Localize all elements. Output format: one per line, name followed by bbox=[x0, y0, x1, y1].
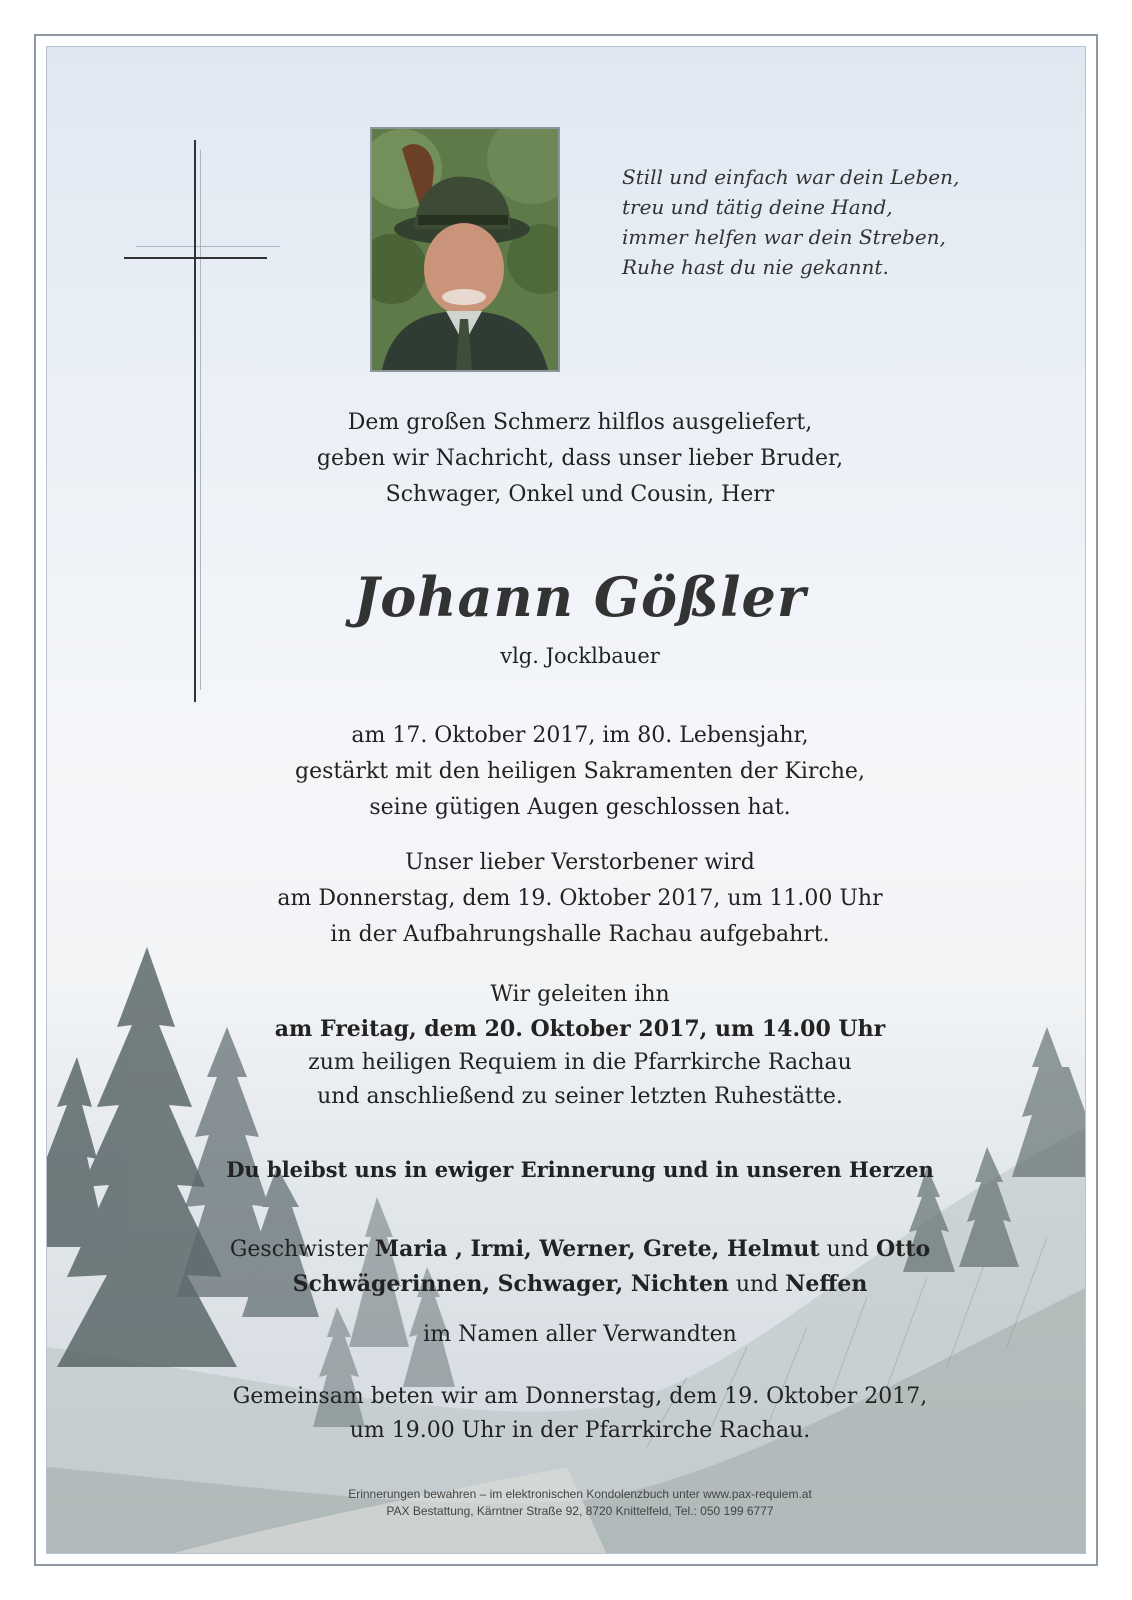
prayer-line: um 19.00 Uhr in der Pfarrkirche Rachau. bbox=[349, 1418, 811, 1443]
intro-line: Dem großen Schmerz hilflos ausgeliefert, bbox=[347, 410, 813, 435]
intro-text bbox=[100, 405, 1060, 513]
mourners bbox=[100, 1232, 1060, 1352]
deceased-name: Johann Gößler bbox=[353, 565, 807, 629]
death-line: gestärkt mit den heiligen Sakramenten der Kirche, bbox=[295, 759, 865, 784]
poem-line: Ruhe hast du nie gekannt. bbox=[622, 255, 889, 279]
inlaws-and: und bbox=[728, 1272, 786, 1297]
intro-line: geben wir Nachricht, dass unser lieber Bruder, bbox=[316, 446, 844, 471]
spacer bbox=[100, 1302, 1060, 1318]
footer-line: Erinnerungen bewahren – im elektronischen Kondolenzbuch unter www.pax-requiem.at bbox=[348, 1487, 812, 1501]
prayer-line: Gemeinsam beten wir am Donnerstag, dem 19. Oktober 2017, bbox=[232, 1384, 928, 1409]
poem bbox=[622, 162, 1002, 282]
cross-shadow-horizontal bbox=[136, 246, 280, 247]
inlaws-last: Neffen bbox=[785, 1271, 868, 1297]
poem-line: Still und einfach war dein Leben, bbox=[622, 165, 960, 189]
prayer-notice bbox=[100, 1380, 1060, 1448]
poem-line: treu und tätig deine Hand, bbox=[622, 195, 893, 219]
inlaws-names: Schwägerinnen, Schwager, Nichten bbox=[292, 1271, 729, 1297]
death-notice bbox=[100, 718, 1060, 826]
siblings-and: und bbox=[819, 1237, 876, 1262]
viewing-line: am Donnerstag, dem 19. Oktober 2017, um 11.00 Uhr bbox=[277, 886, 883, 911]
siblings-last-name: Otto bbox=[876, 1236, 931, 1262]
funeral-line: und anschließend zu seiner letzten Ruhestätte. bbox=[317, 1084, 843, 1109]
funeral-line: Wir geleiten ihn bbox=[490, 982, 670, 1007]
footer bbox=[100, 1486, 1060, 1520]
viewing-line: Unser lieber Verstorbener wird bbox=[405, 850, 755, 875]
portrait-photo bbox=[370, 127, 560, 372]
relatives-line: im Namen aller Verwandten bbox=[423, 1322, 737, 1347]
viewing-line: in der Aufbahrungshalle Rachau aufgebahrt. bbox=[330, 922, 830, 947]
footer-line: PAX Bestattung, Kärntner Straße 92, 8720 Knittelfeld, Tel.: 050 199 6777 bbox=[386, 1504, 774, 1518]
death-line: seine gütigen Augen geschlossen hat. bbox=[369, 795, 791, 820]
intro-line: Schwager, Onkel und Cousin, Herr bbox=[385, 482, 775, 507]
poem-line: immer helfen war dein Streben, bbox=[622, 225, 946, 249]
siblings-names: Maria , Irmi, Werner, Grete, Helmut bbox=[374, 1236, 820, 1262]
funeral-date: am Freitag, dem 20. Oktober 2017, um 14.00 Uhr bbox=[274, 1016, 886, 1042]
inlaws-line bbox=[100, 1267, 1060, 1302]
portrait-photo-image bbox=[372, 129, 558, 370]
death-line: am 17. Oktober 2017, im 80. Lebensjahr, bbox=[351, 723, 809, 748]
siblings-line bbox=[100, 1232, 1060, 1267]
funeral-notice bbox=[100, 978, 1060, 1114]
remembrance-line: Du bleibst uns in ewiger Erinnerung und in unseren Herzen bbox=[226, 1157, 934, 1182]
deceased-nickname: vlg. Jocklbauer bbox=[500, 644, 660, 668]
viewing-notice bbox=[100, 845, 1060, 953]
siblings-prefix: Geschwister bbox=[229, 1237, 375, 1262]
funeral-line: zum heiligen Requiem in die Pfarrkirche Rachau bbox=[308, 1050, 852, 1075]
cross-icon-crossbar bbox=[124, 257, 267, 259]
